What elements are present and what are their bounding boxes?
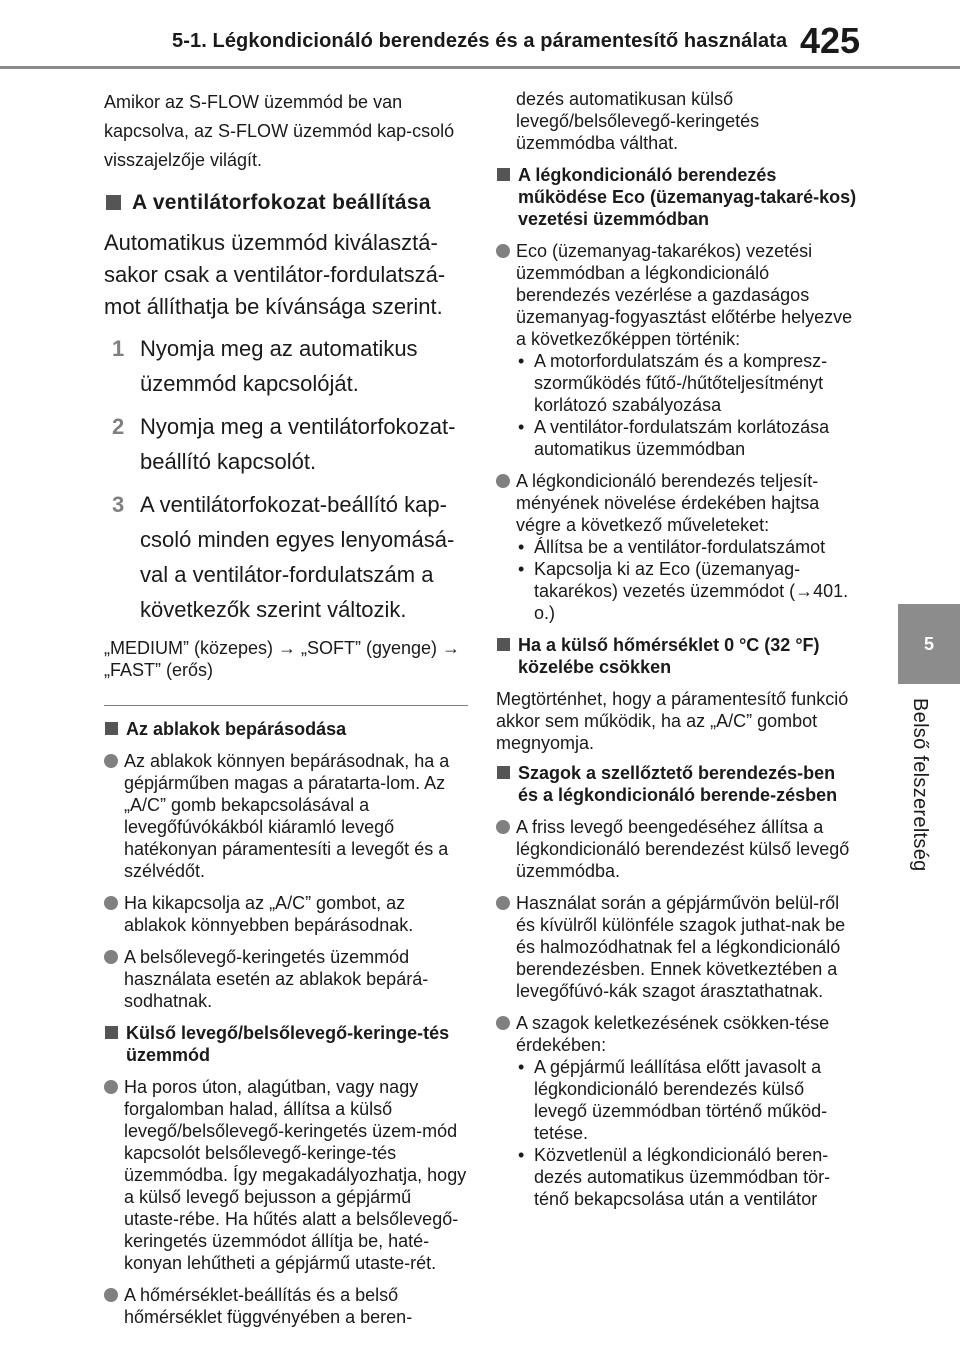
sub-list-item (516, 1144, 860, 1210)
list-item-text: Ha poros úton, alagútban, vagy nagy forgalomban halad, állítsa a külső levegő/belsőlevegő-keringetés üzem-mód kapcsolót belsőlevegő-keringe-tés üzemmódba. Így megakadályozhatja, hogy a külső levegő bejusson a gépjármű utaste-rébe. Ha hűtés alatt a belsőlevegő-keringetés üzemmódot állítja be, haté-konyan lehűtheti a gépjármű utaste-rét. (124, 1077, 467, 1273)
list-item-text: Használat során a gépjárművön belül-ről és kívülről különféle szagok juthat-nak be és halmozódhatnak fel a légkondicionáló berendezésben. Ennek következtében a levegőfúvó-kák szagot árasztathatnak. (516, 893, 846, 1001)
step-number: 1 (112, 336, 125, 361)
circle-bullet-icon (496, 244, 510, 258)
sub-list-text: A gépjármű leállítása előtt javasolt a légkondicionáló berendezés külső levegő üzemmódban történő működ-tetése. (534, 1057, 828, 1143)
list-item (496, 892, 860, 1002)
list-item (496, 816, 860, 882)
list-item-text: A belsőlevegő-keringetés üzemmód használata esetén az ablakok bepárá-sodhatnak. (124, 947, 429, 1011)
fan-speed-paragraph: Automatikus üzemmód kiválasztá-sakor csak a ventilátor-fordulatszá-mot állíthatja be kívánsága szerint. (104, 230, 446, 319)
list-item-text: Ha kikapcsolja az „A/C” gombot, az ablakok könnyebben bepárásodnak. (124, 893, 414, 935)
list-item (104, 750, 468, 882)
square-bullet-icon (497, 638, 510, 651)
section-heading-fogging (104, 718, 468, 740)
circle-bullet-icon (496, 474, 510, 488)
section-heading-eco-mode (496, 164, 860, 230)
circle-bullet-icon (104, 754, 118, 768)
page-header-title: 5-1. Légkondicionáló berendezés és a páramentesítő használata (172, 30, 788, 52)
bullet-dot-icon: • (518, 537, 525, 557)
low-temperature-paragraph: Megtörténhet, hogy a páramentesítő funkció akkor sem működik, ha az „A/C” gombot megnyomja. (496, 689, 849, 753)
step-text: Nyomja meg az automatikus üzemmód kapcsolóját. (140, 336, 418, 396)
sub-list-item (516, 416, 860, 460)
intro-paragraph: Amikor az S-FLOW üzemmód be van kapcsolva, az S-FLOW üzemmód kap-csoló visszajelzője világít. (104, 92, 455, 170)
square-bullet-icon (106, 195, 121, 210)
sub-list-item (516, 1056, 860, 1144)
heading-text: Szagok a szellőztető berendezés-ben és a légkondicionáló berende-zésben (518, 763, 838, 805)
sub-list-item (516, 350, 860, 416)
square-bullet-icon (497, 766, 510, 779)
step-number: 3 (112, 492, 125, 517)
chapter-tab (898, 604, 960, 684)
list-item (104, 1076, 468, 1274)
section-heading-fan-speed (104, 189, 468, 217)
right-column (496, 88, 860, 1220)
circle-bullet-icon (104, 950, 118, 964)
fan-sequence-note: „MEDIUM” (közepes) → „SOFT” (gyenge) → „FAST” (erős) (104, 638, 461, 680)
sub-list-text: A motorfordulatszám és a kompresz-szorműködés fűtő-/hűtőteljesítményt korlátozó szabályozása (534, 351, 828, 415)
circle-bullet-icon (104, 896, 118, 910)
circle-bullet-icon (496, 1016, 510, 1030)
bullet-dot-icon: • (518, 1145, 525, 1165)
list-item (104, 946, 468, 1012)
chapter-number: 5 (923, 633, 934, 654)
circle-bullet-icon (496, 896, 510, 910)
list-item-text: A friss levegő beengedéséhez állítsa a légkondicionáló berendezést külső levegő üzemmódba. (516, 817, 850, 881)
square-bullet-icon (105, 722, 118, 735)
list-item (104, 1284, 468, 1328)
sub-list-text: Kapcsolja ki az Eco (üzemanyag-takarékos) vezetés üzemmódot (→401. o.) (534, 559, 849, 623)
page-number: 425 (800, 20, 861, 61)
list-item-text: A szagok keletkezésének csökken-tése érdekében: (516, 1013, 830, 1055)
heading-text: Az ablakok bepárásodása (126, 719, 347, 739)
list-item-text: Eco (üzemanyag-takarékos) vezetési üzemmódban a légkondicionáló berendezés vezérlése a gazdaságos üzemanyag-fogyasztást előtérbe helyezve a következőképpen történik: (516, 241, 853, 349)
left-column (104, 88, 468, 1338)
sub-list-text: Állítsa be a ventilátor-fordulatszámot (534, 537, 826, 557)
list-item-text: dezés automatikusan külső levegő/belsőlevegő-keringetés üzemmódba válthat. (516, 89, 760, 153)
circle-bullet-icon (104, 1288, 118, 1302)
sub-list-text: Közvetlenül a légkondicionáló beren-dezés automatikus üzemmódban tör-ténő bekapcsolása után a ventilátor (534, 1145, 831, 1209)
bullet-dot-icon: • (518, 417, 525, 437)
heading-text: A ventilátorfokozat beállítása (132, 191, 431, 214)
list-item (496, 1012, 860, 1210)
heading-text: Külső levegő/belsőlevegő-keringe-tés üzemmód (126, 1023, 450, 1065)
chapter-label: Belső felszereltség (909, 698, 931, 872)
step-item (104, 331, 468, 401)
step-text: Nyomja meg a ventilátorfokozat-beállító kapcsolót. (140, 414, 456, 474)
bullet-dot-icon: • (518, 351, 525, 371)
step-number: 2 (112, 414, 125, 439)
list-item (104, 892, 468, 936)
section-heading-odors (496, 762, 860, 806)
header-rule (0, 66, 960, 69)
step-text: A ventilátorfokozat-beállító kap-csoló minden egyes lenyomásá-val a ventilátor-fordulatszám a következők szerint változik. (140, 492, 455, 622)
list-item-text: A légkondicionáló berendezés teljesít-ményének növelése érdekében hajtsa végre a következő műveleteket: (516, 471, 820, 535)
bullet-dot-icon: • (518, 559, 525, 579)
sub-list-item (516, 558, 860, 624)
sub-list-item (516, 536, 860, 558)
bullet-dot-icon: • (518, 1057, 525, 1077)
continued-text (496, 88, 860, 154)
heading-text: A légkondicionáló berendezés működése Eco (üzemanyag-takaré-kos) vezetési üzemmódban (518, 165, 857, 229)
section-heading-air-mode (104, 1022, 468, 1066)
circle-bullet-icon (496, 820, 510, 834)
section-heading-low-temperature (496, 634, 860, 678)
step-item (104, 409, 468, 479)
list-item-text: Az ablakok könnyen bepárásodnak, ha a gépjárműben magas a páratarta-lom. Az „A/C” gomb bekapcsolásával a levegőfúvókákból kiáramló levegő hatékonyan páramentesíti a levegőt és a szélvédőt. (124, 751, 450, 881)
square-bullet-icon (497, 168, 510, 181)
list-item (496, 470, 860, 624)
step-item (104, 487, 468, 627)
sub-list-text: A ventilátor-fordulatszám korlátozása automatikus üzemmódban (534, 417, 830, 459)
heading-text: Ha a külső hőmérséklet 0 °C (32 °F) közelébe csökken (518, 635, 820, 677)
list-item (496, 240, 860, 460)
section-divider (104, 705, 468, 706)
square-bullet-icon (105, 1026, 118, 1039)
circle-bullet-icon (104, 1080, 118, 1094)
list-item-text: A hőmérséklet-beállítás és a belső hőmérséklet függvényében a beren- (124, 1285, 413, 1327)
